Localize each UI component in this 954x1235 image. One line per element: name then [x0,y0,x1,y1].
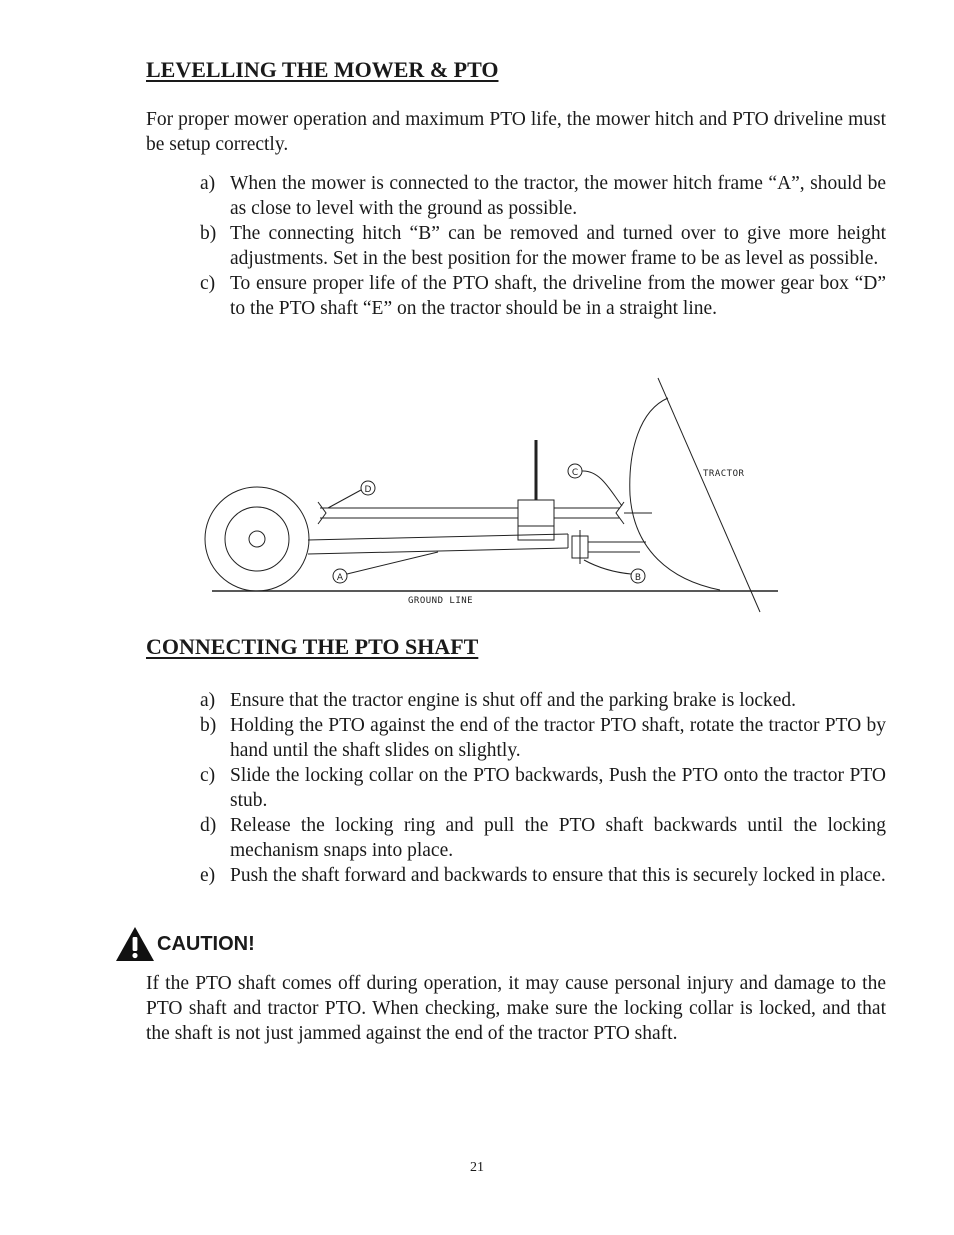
list-item [200,688,886,713]
caution-label: CAUTION! [157,932,255,955]
list-item [200,171,886,221]
mower-wheel-inner [225,507,289,571]
pto-shaft-end-right [616,502,624,524]
callout-d-label: D [364,485,372,495]
callout-c-leader [582,471,622,506]
ground-line-label: GROUND LINE [408,596,474,606]
list-item [200,221,886,271]
step-letter: c) [200,765,216,786]
callout-b-leader [584,560,631,574]
levelling-intro: For proper mower operation and maximum PTO life, the mower hitch and PTO driveline must be setup correctly. [146,109,886,155]
list-item [200,863,886,888]
step-text: Release the locking ring and pull the PTO shaft backwards until the locking mechanism snaps into place. [230,815,886,861]
mower-wheel-outer [205,487,309,591]
callout-c-label: C [571,468,579,478]
section-title-levelling: LEVELLING THE MOWER & PTO [146,57,499,82]
hitch-frame-bottom [308,548,568,554]
step-text: When the mower is connected to the tractor, the mower hitch frame “A”, should be as close to level with the ground as possible. [230,173,886,219]
connecting-steps [200,688,886,888]
tractor-wheel [630,398,720,590]
tractor-label: TRACTOR [703,469,745,479]
callout-a-label: A [336,573,344,583]
list-item [200,271,886,321]
step-letter: b) [200,223,217,244]
step-letter: d) [200,815,217,836]
step-text: Slide the locking collar on the PTO backwards, Push the PTO onto the tractor PTO stub. [230,765,886,811]
tractor-slope-line [658,378,760,612]
step-letter: a) [200,173,216,194]
levelling-steps [200,171,886,321]
step-letter: e) [200,865,216,886]
step-text: Holding the PTO against the end of the tractor PTO shaft, rotate the tractor PTO by hand until the shaft slides on slightly. [230,715,886,761]
callout-d-leader [328,490,361,508]
caution-text: If the PTO shaft comes off during operation, it may cause personal injury and damage to the PTO shaft and tractor PTO. When checking, make sure the locking collar is locked, and that the shaft is not just jammed against the end of the tractor PTO shaft. [146,973,886,1044]
list-item [200,763,886,813]
page-number: 21 [470,1160,484,1175]
step-text: The connecting hitch “B” can be removed and turned over to give more height adjustments. Set in the best position for the mower frame to be as level as possible. [230,223,886,269]
callout-a-leader [347,552,438,574]
list-item [200,813,886,863]
mower-wheel-hub [249,531,265,547]
step-text: Ensure that the tractor engine is shut off and the parking brake is locked. [230,690,797,711]
step-letter: b) [200,715,217,736]
warning-triangle-icon [115,926,155,962]
mower-levelling-diagram [195,370,785,618]
list-item [200,713,886,763]
step-text: Push the shaft forward and backwards to ensure that this is securely locked in place. [230,865,886,886]
caution-heading [115,926,255,962]
step-text: To ensure proper life of the PTO shaft, the driveline from the mower gear box “D” to the PTO shaft “E” on the tractor should be in a straight line. [230,273,886,319]
section-title-connecting: CONNECTING THE PTO SHAFT [146,634,479,659]
pto-shaft-end-left [318,502,326,524]
callout-b-label: B [634,573,642,583]
step-letter: c) [200,273,216,294]
step-letter: a) [200,690,216,711]
